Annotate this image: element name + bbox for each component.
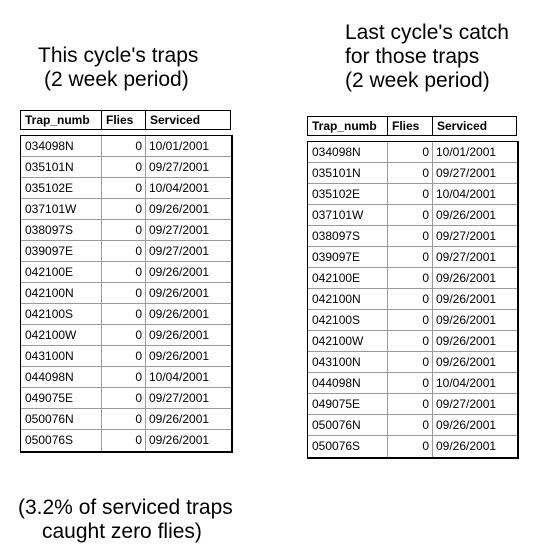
serviced-date-cell: 09/26/2001 <box>432 310 517 330</box>
serviced-date-cell: 09/26/2001 <box>145 262 231 282</box>
trap-number-cell: 044098N <box>312 376 361 390</box>
serviced-date-cell: 09/27/2001 <box>432 163 517 183</box>
table-row[interactable] <box>21 178 231 199</box>
serviced-date-cell: 09/26/2001 <box>145 346 231 366</box>
trap-number-cell: 044098N <box>25 370 74 384</box>
serviced-date-cell: 09/26/2001 <box>145 283 231 303</box>
trap-number-cell: 038097S <box>312 229 361 243</box>
flies-cell: 0 <box>387 436 432 457</box>
flies-cell: 0 <box>101 220 145 240</box>
serviced-date-cell: 09/27/2001 <box>432 247 517 267</box>
table-row[interactable] <box>21 304 231 325</box>
serviced-date-cell: 10/01/2001 <box>432 142 517 162</box>
flies-cell: 0 <box>387 163 432 183</box>
trap-number-cell: 037101W <box>25 202 77 216</box>
serviced-date-cell: 09/26/2001 <box>432 268 517 288</box>
serviced-date-cell: 09/27/2001 <box>145 241 231 261</box>
trap-number-cell: 050076N <box>312 418 361 432</box>
table-row[interactable] <box>308 310 517 331</box>
trap-number-cell: 035102E <box>25 181 74 195</box>
table-row[interactable] <box>308 331 517 352</box>
flies-cell: 0 <box>101 325 145 345</box>
trap-number-cell: 042100S <box>25 307 74 321</box>
flies-cell: 0 <box>387 247 432 267</box>
flies-cell: 0 <box>101 283 145 303</box>
summary-note <box>18 496 233 544</box>
table-row[interactable] <box>308 226 517 247</box>
trap-number-cell: 038097S <box>25 223 74 237</box>
right-title <box>345 21 509 93</box>
serviced-date-cell: 09/26/2001 <box>432 415 517 435</box>
summary-note-line2: caught zero flies) <box>42 520 202 543</box>
left-title-line2: (2 week period) <box>44 68 189 91</box>
trap-number-cell: 035101N <box>312 166 361 180</box>
table-body <box>307 141 519 459</box>
table-row[interactable] <box>308 163 517 184</box>
flies-cell: 0 <box>101 346 145 366</box>
trap-number-cell: 039097E <box>312 250 361 264</box>
table-row[interactable] <box>21 241 231 262</box>
serviced-date-cell: 09/26/2001 <box>145 199 231 219</box>
flies-cell: 0 <box>387 289 432 309</box>
table-header <box>20 110 231 130</box>
trap-number-cell: 042100N <box>25 286 74 300</box>
trap-number-cell: 043100N <box>25 349 74 363</box>
table-row[interactable] <box>308 373 517 394</box>
flies-cell: 0 <box>101 367 145 387</box>
trap-number-cell: 034098N <box>312 145 361 159</box>
serviced-date-cell: 10/04/2001 <box>432 373 517 393</box>
flies-cell: 0 <box>101 409 145 429</box>
trap-number-cell: 049075E <box>312 397 361 411</box>
trap-number-cell: 042100S <box>312 313 361 327</box>
flies-cell: 0 <box>101 262 145 282</box>
serviced-date-cell: 10/01/2001 <box>145 136 231 156</box>
column-header-serviced[interactable]: Serviced <box>432 117 516 135</box>
flies-cell: 0 <box>387 373 432 393</box>
column-header-trap[interactable]: Trap_numb <box>25 113 90 127</box>
column-header-flies[interactable]: Flies <box>101 111 145 129</box>
trap-number-cell: 050076S <box>312 439 361 453</box>
trap-number-cell: 039097E <box>25 244 74 258</box>
trap-number-cell: 042100W <box>312 334 364 348</box>
table-row[interactable] <box>21 346 231 367</box>
table-row[interactable] <box>308 205 517 226</box>
table-row[interactable] <box>21 388 231 409</box>
column-header-serviced[interactable]: Serviced <box>145 111 230 129</box>
table-row[interactable] <box>21 325 231 346</box>
table-row[interactable] <box>308 268 517 289</box>
table-row[interactable] <box>21 199 231 220</box>
flies-cell: 0 <box>387 331 432 351</box>
flies-cell: 0 <box>101 157 145 177</box>
flies-cell: 0 <box>101 199 145 219</box>
trap-number-cell: 034098N <box>25 139 74 153</box>
flies-cell: 0 <box>387 184 432 204</box>
serviced-date-cell: 10/04/2001 <box>432 184 517 204</box>
table-row[interactable] <box>21 136 231 157</box>
flies-cell: 0 <box>101 136 145 156</box>
flies-cell: 0 <box>101 304 145 324</box>
trap-number-cell: 035101N <box>25 160 74 174</box>
right-title-line3: (2 week period) <box>345 69 490 92</box>
table-row[interactable] <box>21 220 231 241</box>
right-title-line2: for those traps <box>345 45 480 68</box>
flies-cell: 0 <box>101 241 145 261</box>
trap-number-cell: 037101W <box>312 208 364 222</box>
table-row[interactable] <box>308 352 517 373</box>
trap-number-cell: 049075E <box>25 391 74 405</box>
table-row[interactable] <box>308 415 517 436</box>
table-header <box>307 116 517 136</box>
serviced-date-cell: 09/27/2001 <box>432 226 517 246</box>
serviced-date-cell: 09/26/2001 <box>145 304 231 324</box>
serviced-date-cell: 09/27/2001 <box>145 388 231 408</box>
serviced-date-cell: 09/26/2001 <box>145 430 231 451</box>
trap-number-cell: 042100E <box>25 265 74 279</box>
table-row[interactable] <box>308 289 517 310</box>
serviced-date-cell: 09/27/2001 <box>145 220 231 240</box>
table-row[interactable] <box>21 409 231 430</box>
flies-cell: 0 <box>387 394 432 414</box>
serviced-date-cell: 09/26/2001 <box>432 352 517 372</box>
table-row[interactable] <box>21 367 231 388</box>
flies-cell: 0 <box>387 268 432 288</box>
table-row[interactable] <box>308 394 517 415</box>
left-title-line1: This cycle's traps <box>38 44 199 67</box>
flies-cell: 0 <box>101 388 145 408</box>
trap-number-cell: 035102E <box>312 187 361 201</box>
right-title-line1: Last cycle's catch <box>345 21 509 44</box>
table-row[interactable] <box>21 430 231 451</box>
serviced-date-cell: 09/26/2001 <box>432 331 517 351</box>
table-row[interactable] <box>21 157 231 178</box>
serviced-date-cell: 09/26/2001 <box>145 409 231 429</box>
serviced-date-cell: 09/26/2001 <box>145 325 231 345</box>
this-cycle-table <box>20 110 233 453</box>
serviced-date-cell: 09/26/2001 <box>432 289 517 309</box>
table-row[interactable] <box>21 283 231 304</box>
serviced-date-cell: 09/26/2001 <box>432 436 517 457</box>
serviced-date-cell: 10/04/2001 <box>145 367 231 387</box>
serviced-date-cell: 09/27/2001 <box>145 157 231 177</box>
left-title <box>38 44 198 92</box>
last-cycle-table <box>307 116 519 459</box>
trap-number-cell: 050076N <box>25 412 74 426</box>
trap-number-cell: 042100N <box>312 292 361 306</box>
serviced-date-cell: 09/27/2001 <box>432 394 517 414</box>
summary-note-line1: (3.2% of serviced traps <box>18 496 233 519</box>
table-row[interactable] <box>308 436 517 457</box>
flies-cell: 0 <box>101 178 145 198</box>
table-row[interactable] <box>308 247 517 268</box>
trap-number-cell: 042100W <box>25 328 77 342</box>
column-header-trap[interactable]: Trap_numb <box>312 119 377 133</box>
trap-number-cell: 050076S <box>25 433 74 447</box>
serviced-date-cell: 09/26/2001 <box>432 205 517 225</box>
flies-cell: 0 <box>387 205 432 225</box>
flies-cell: 0 <box>101 430 145 451</box>
flies-cell: 0 <box>387 352 432 372</box>
table-row[interactable] <box>308 142 517 163</box>
column-header-flies[interactable]: Flies <box>387 117 432 135</box>
table-body <box>20 135 233 453</box>
flies-cell: 0 <box>387 142 432 162</box>
table-row[interactable] <box>21 262 231 283</box>
table-row[interactable] <box>308 184 517 205</box>
flies-cell: 0 <box>387 310 432 330</box>
serviced-date-cell: 10/04/2001 <box>145 178 231 198</box>
flies-cell: 0 <box>387 226 432 246</box>
flies-cell: 0 <box>387 415 432 435</box>
trap-number-cell: 042100E <box>312 271 361 285</box>
trap-number-cell: 043100N <box>312 355 361 369</box>
